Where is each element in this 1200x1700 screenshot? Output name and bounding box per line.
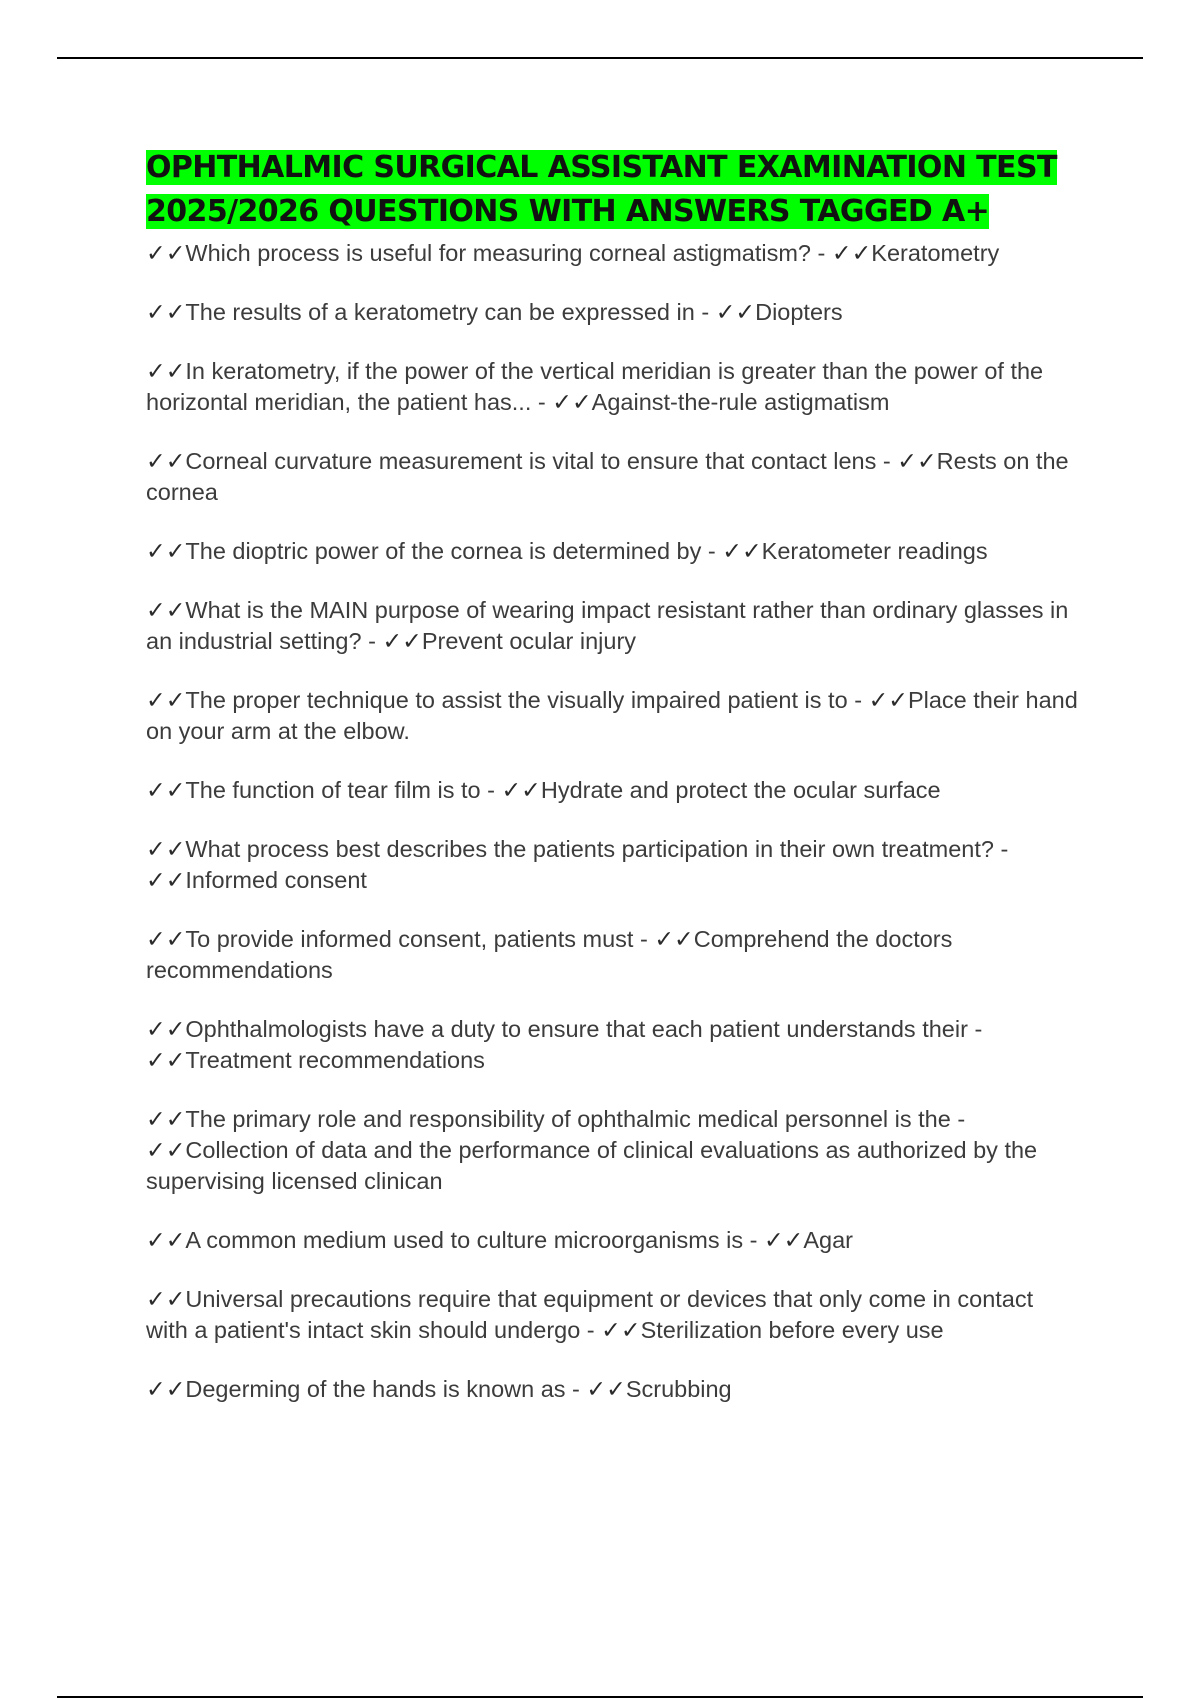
check-mark-icon: ✓✓ (146, 687, 186, 713)
separator: - (701, 538, 723, 564)
question-text: The function of tear film is to (185, 777, 481, 803)
bottom-rule (57, 1696, 1143, 1698)
separator: - (633, 926, 655, 952)
list-item (146, 595, 1078, 657)
list-item (146, 1225, 1078, 1256)
question-text: Which process is useful for measuring corneal astigmatism? (185, 240, 811, 266)
list-item (146, 685, 1078, 747)
separator: - (847, 687, 869, 713)
title-line-1: OPHTHALMIC SURGICAL ASSISTANT EXAMINATION TEST (146, 150, 1057, 185)
document-body (146, 146, 1078, 1433)
answer-text: Treatment recommendations (185, 1047, 485, 1073)
check-mark-icon: ✓✓ (146, 1106, 186, 1132)
check-mark-icon: ✓✓ (654, 926, 694, 952)
answer-text: Place their hand on your arm at the elbow. (146, 687, 1078, 744)
check-mark-icon: ✓✓ (382, 628, 422, 654)
question-text: Degerming of the hands is known as (185, 1376, 566, 1402)
separator: - (531, 389, 553, 415)
check-mark-icon: ✓✓ (146, 926, 186, 952)
separator: - (811, 240, 832, 266)
answer-text: Informed consent (185, 867, 367, 893)
answer-text: Comprehend the doctors recommendations (146, 926, 953, 983)
question-text: What is the MAIN purpose of wearing impact resistant rather than ordinary glasses in an industrial setting? (146, 597, 1069, 654)
list-item (146, 297, 1078, 328)
question-text: The results of a keratometry can be expressed in (185, 299, 695, 325)
check-mark-icon: ✓✓ (146, 1376, 186, 1402)
separator: - (950, 1106, 966, 1132)
separator: - (876, 448, 898, 474)
answer-text: Scrubbing (625, 1376, 732, 1402)
list-item (146, 536, 1078, 567)
question-text: Universal precautions require that equipment or devices that only come in contact with a patient's intact skin should undergo (146, 1286, 1034, 1343)
question-text: The dioptric power of the cornea is determined by (185, 538, 702, 564)
separator: - (694, 299, 716, 325)
check-mark-icon: ✓✓ (146, 777, 186, 803)
question-text: A common medium used to culture microorganisms is (185, 1227, 744, 1253)
answer-text: Diopters (755, 299, 843, 325)
answer-text: Collection of data and the performance of clinical evaluations as authorized by the supervising licensed clinican (146, 1137, 1038, 1194)
document-title (146, 146, 1078, 234)
check-mark-icon: ✓✓ (146, 1286, 186, 1312)
check-mark-icon: ✓✓ (146, 1016, 186, 1042)
check-mark-icon: ✓✓ (146, 448, 186, 474)
answer-text: Agar (803, 1227, 853, 1253)
list-item (146, 238, 1078, 269)
check-mark-icon: ✓✓ (146, 358, 186, 384)
list-item (146, 924, 1078, 986)
check-mark-icon: ✓✓ (146, 597, 186, 623)
list-item (146, 1284, 1078, 1346)
list-item (146, 775, 1078, 806)
answer-text: Rests on the cornea (146, 448, 1069, 505)
check-mark-icon: ✓✓ (586, 1376, 626, 1402)
question-answer-list (146, 238, 1078, 1405)
list-item (146, 446, 1078, 508)
separator: - (993, 836, 1009, 862)
check-mark-icon: ✓✓ (146, 1137, 186, 1163)
title-line-2: 2025/2026 QUESTIONS WITH ANSWERS TAGGED A+ (146, 194, 990, 229)
separator: - (580, 1317, 602, 1343)
check-mark-icon: ✓✓ (897, 448, 937, 474)
check-mark-icon: ✓✓ (146, 836, 186, 862)
separator: - (743, 1227, 764, 1253)
separator: - (565, 1376, 587, 1402)
separator: - (361, 628, 383, 654)
separator: - (967, 1016, 983, 1042)
check-mark-icon: ✓✓ (146, 299, 186, 325)
list-item (146, 834, 1078, 896)
check-mark-icon: ✓✓ (831, 240, 872, 266)
check-mark-icon: ✓✓ (763, 1227, 804, 1253)
answer-text: Hydrate and protect the ocular surface (540, 777, 941, 803)
top-rule (57, 57, 1143, 59)
answer-text: Keratometry (871, 240, 1000, 266)
check-mark-icon: ✓✓ (146, 538, 186, 564)
question-text: What process best describes the patients participation in their own treatment? (185, 836, 994, 862)
answer-text: Prevent ocular injury (421, 628, 637, 654)
check-mark-icon: ✓✓ (146, 240, 186, 266)
check-mark-icon: ✓✓ (601, 1317, 641, 1343)
check-mark-icon: ✓✓ (146, 1227, 186, 1253)
answer-text: Sterilization before every use (640, 1317, 944, 1343)
check-mark-icon: ✓✓ (146, 1047, 186, 1073)
check-mark-icon: ✓✓ (552, 389, 592, 415)
question-text: To provide informed consent, patients must (185, 926, 634, 952)
answer-text: Keratometer readings (761, 538, 988, 564)
list-item (146, 1374, 1078, 1405)
list-item (146, 1104, 1078, 1197)
question-text: Ophthalmologists have a duty to ensure that each patient understands their (185, 1016, 968, 1042)
question-text: Corneal curvature measurement is vital to ensure that contact lens (185, 448, 877, 474)
list-item (146, 1014, 1078, 1076)
question-text: In keratometry, if the power of the vertical meridian is greater than the power of the horizontal meridian, the patient has... (146, 358, 1044, 415)
question-text: The proper technique to assist the visually impaired patient is to (185, 687, 848, 713)
list-item (146, 356, 1078, 418)
question-text: The primary role and responsibility of ophthalmic medical personnel is the (185, 1106, 951, 1132)
check-mark-icon: ✓✓ (146, 867, 186, 893)
check-mark-icon: ✓✓ (501, 777, 541, 803)
check-mark-icon: ✓✓ (722, 538, 762, 564)
check-mark-icon: ✓✓ (868, 687, 908, 713)
check-mark-icon: ✓✓ (715, 299, 756, 325)
answer-text: Against-the-rule astigmatism (591, 389, 890, 415)
separator: - (480, 777, 502, 803)
